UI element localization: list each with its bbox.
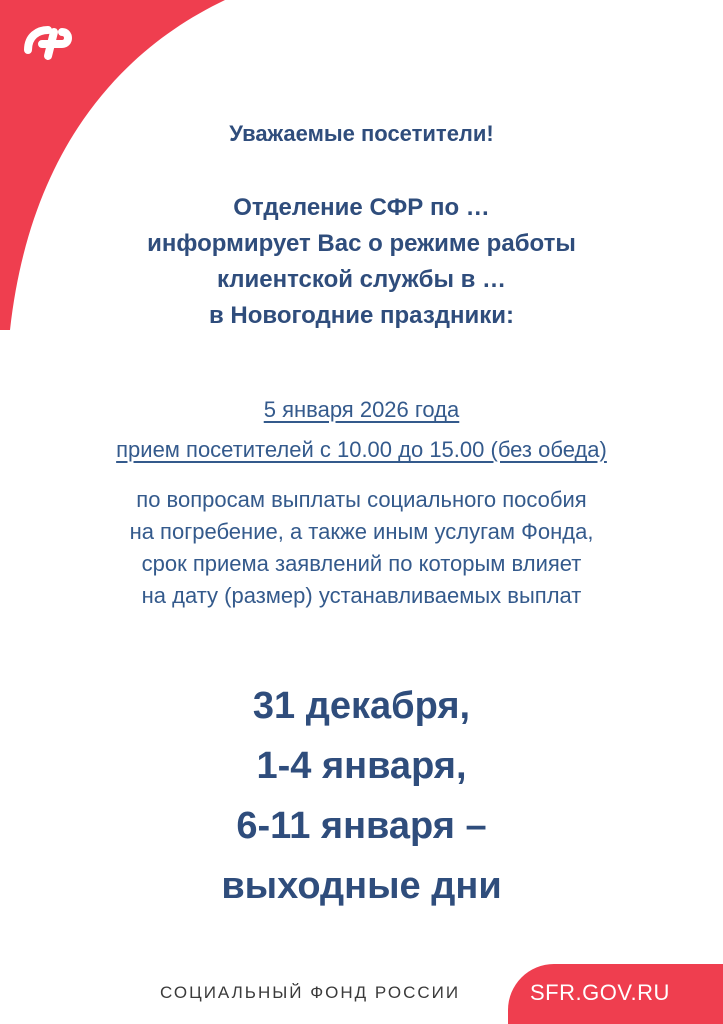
intro-line: информирует Вас о режиме работы [147,230,576,257]
work-hours-text: прием посетителей с 10.00 до 15.00 (без обеда) [116,437,607,462]
description-line: срок приема заявлений по которым влияет [141,551,582,576]
description-line: на дату (размер) устанавливаемых выплат [141,583,582,608]
holiday-line: 6-11 января – [236,805,487,847]
holiday-line: 31 декабря, [252,685,471,727]
holiday-line: 1-4 января, [256,745,467,787]
footer-org-name: СОЦИАЛЬНЫЙ ФОНД РОССИИ [160,983,461,1002]
work-date [0,397,723,423]
intro-line: Отделение СФР по … [233,194,490,221]
work-date-text: 5 января 2026 года [263,397,460,422]
work-hours [0,437,723,463]
intro-line: клиентской службы в … [216,266,507,293]
description-line: на погребение, а также иным услугам Фонда, [129,519,594,544]
holiday-line: выходные дни [221,865,502,907]
footer-site-link[interactable]: SFR.GOV.RU [530,980,670,1005]
service-description [0,484,723,612]
holiday-dates [0,676,723,916]
intro-line: в Новогодние праздники: [208,302,514,329]
intro-heading [0,190,723,334]
description-line: по вопросам выплаты социального пособия [136,487,587,512]
greeting-heading [0,120,723,148]
greeting-text: Уважаемые посетители! [229,121,494,146]
sfr-logo-icon [18,16,76,70]
